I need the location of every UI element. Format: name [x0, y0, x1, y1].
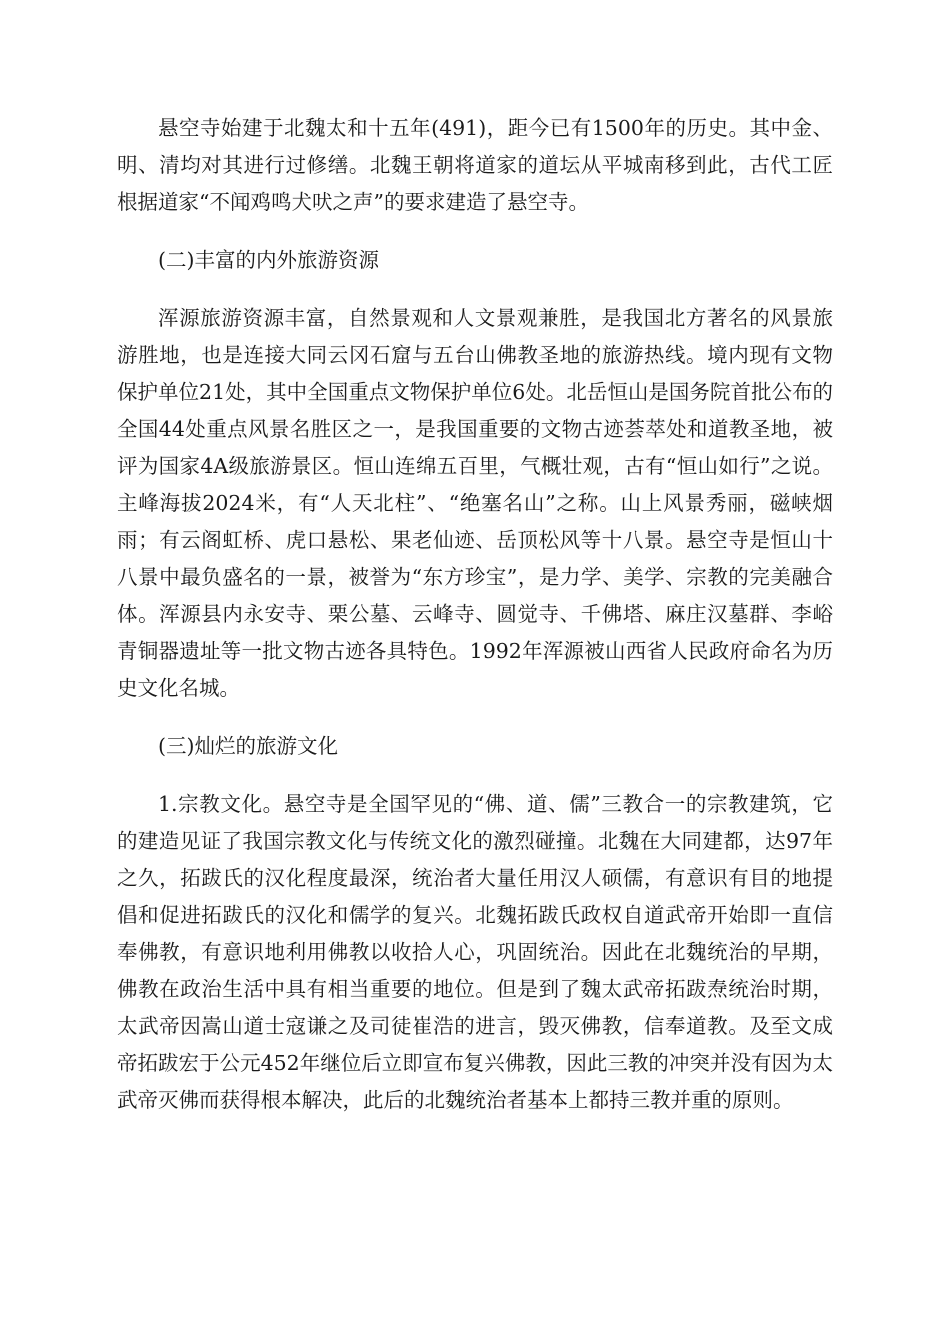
paragraph-history: 悬空寺始建于北魏太和十五年(491)，距今已有1500年的历史。其中金、明、清均对其进行过修缮。北魏王朝将道家的道坛从平城南移到此，古代工匠根据道家“不闻鸡鸣犬吠之声”的要求建造了悬空寺。: [117, 116, 833, 214]
section-heading-2: (二)丰富的内外旅游资源: [158, 248, 379, 272]
paragraph-tourism-resources: 浑源旅游资源丰富，自然景观和人文景观兼胜，是我国北方著名的风景旅游胜地，也是连接大同云冈石窟与五台山佛教圣地的旅游热线。境内现有文物保护单位21处，其中全国重点文物保护单位6处。北岳恒山是国务院首批公布的全国44处重点风景名胜区之一，是我国重要的文物古迹荟萃处和道教圣地，被评为国家4A级旅游景区。恒山连绵五百里，气概壮观，古有“恒山如行”之说。主峰海拔2024米，有“人天北柱”、“绝塞名山”之称。山上风景秀丽，磁峡烟雨；有云阁虹桥、虎口悬松、果老仙迹、岳顶松风等十八景。悬空寺是恒山十八景中最负盛名的一景，被誉为“东方珍宝”，是力学、美学、宗教的完美融合体。浑源县内永安寺、栗公墓、云峰寺、圆觉寺、千佛塔、麻庄汉墓群、李峪青铜器遗址等一批文物古迹各具特色。1992年浑源被山西省人民政府命名为历史文化名城。: [117, 306, 833, 700]
paragraph-religious-culture: 1.宗教文化。悬空寺是全国罕见的“佛、道、儒”三教合一的宗教建筑，它的建造见证了我国宗教文化与传统文化的激烈碰撞。北魏在大同建都，达97年之久，拓跋氏的汉化程度最深，统治者大量任用汉人硕儒，有意识有目的地提倡和促进拓跋氏的汉化和儒学的复兴。北魏拓跋氏政权自道武帝开始即一直信奉佛教，有意识地利用佛教以收拾人心，巩固统治。因此在北魏统治的早期，佛教在政治生活中具有相当重要的地位。但是到了魏太武帝拓跋焘统治时期，太武帝因嵩山道士寇谦之及司徒崔浩的进言，毁灭佛教，信奉道教。及至文成帝拓跋宏于公元452年继位后立即宣布复兴佛教，因此三教的冲突并没有因为太武帝灭佛而获得根本解决，此后的北魏统治者基本上都持三教并重的原则。: [117, 792, 833, 1112]
section-heading-3: (三)灿烂的旅游文化: [158, 734, 338, 758]
document-page: [117, 110, 833, 1140]
